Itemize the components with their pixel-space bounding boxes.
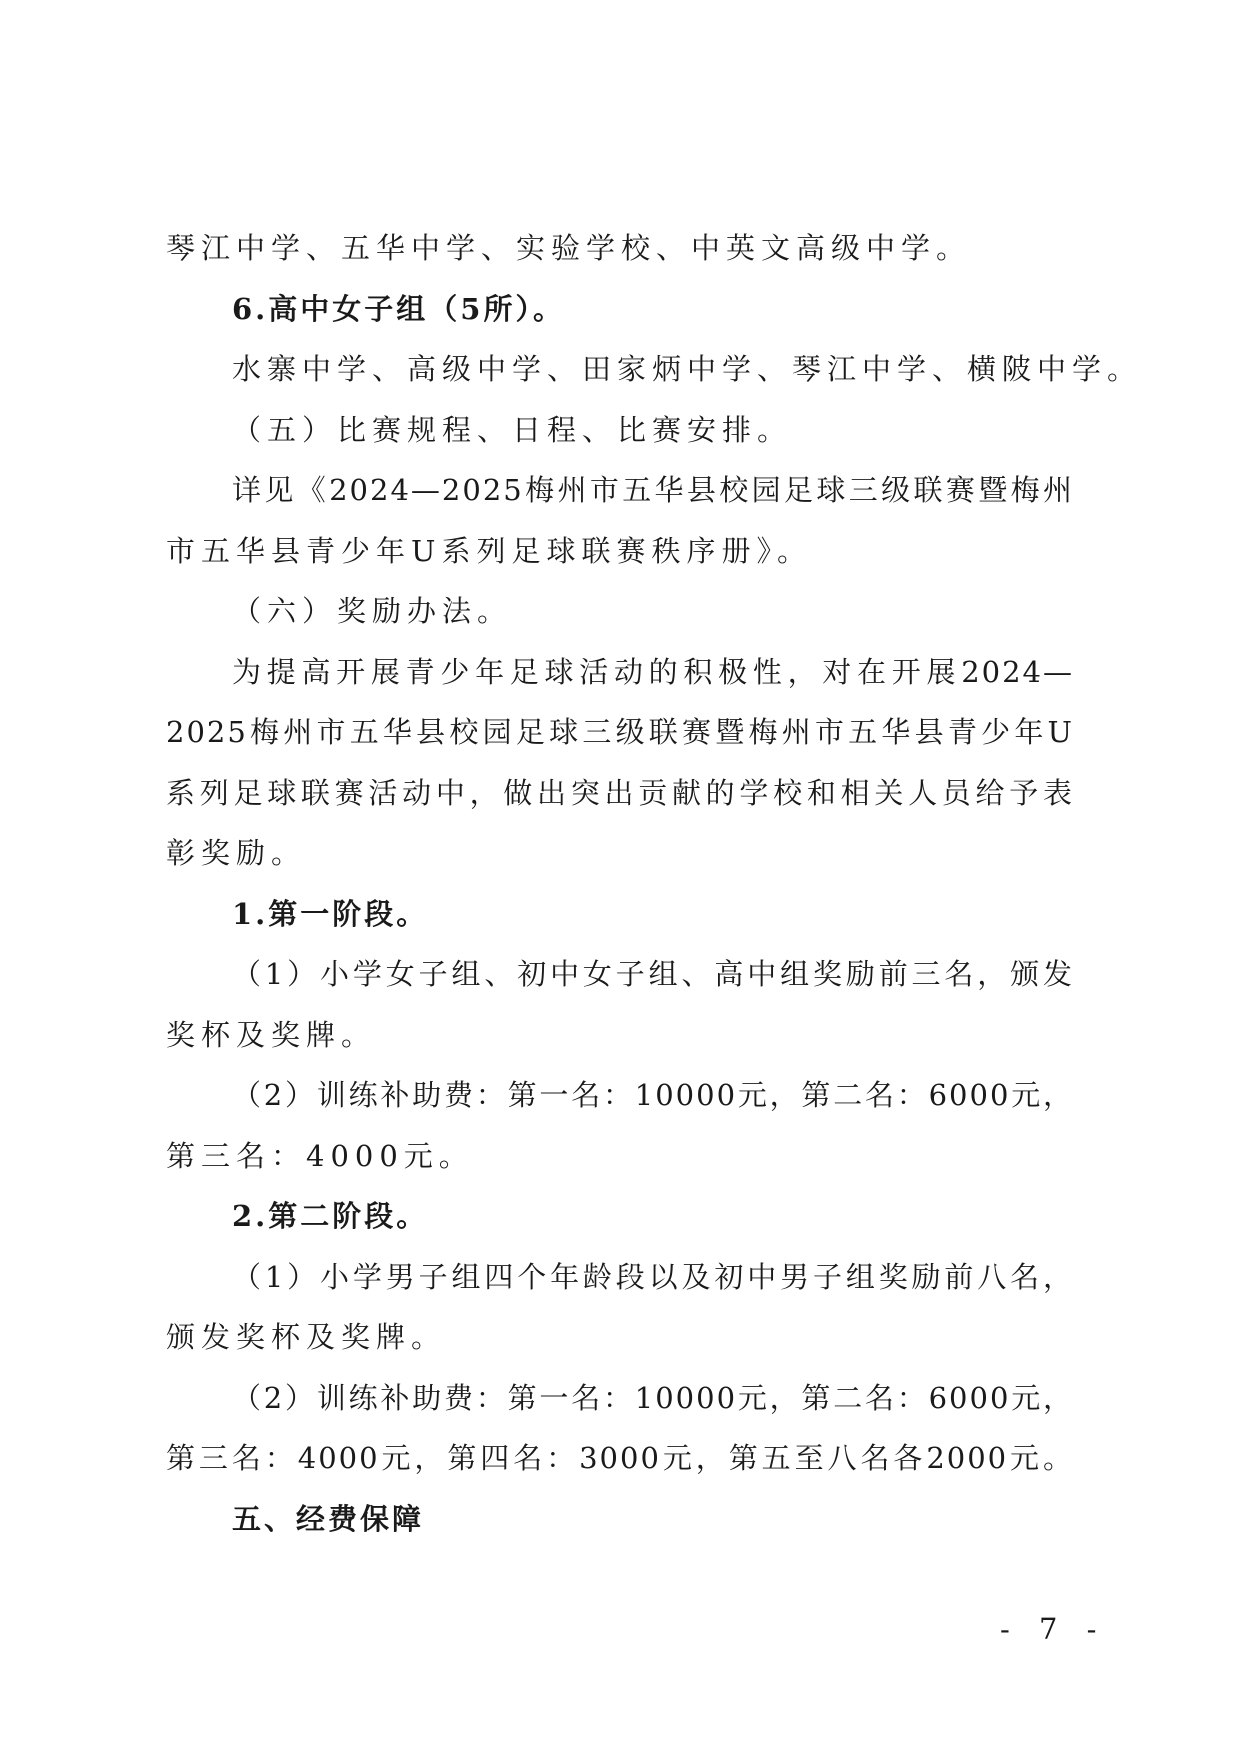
section-heading: 6.高中女子组（5所）。 — [232, 291, 565, 326]
paragraph-line: 系列足球联赛活动中，做出突出贡献的学校和相关人员给予表 — [166, 775, 1074, 810]
page-number: - 7 - — [1000, 1612, 1107, 1646]
paragraph-line: 颁发奖杯及奖牌。 — [166, 1320, 447, 1354]
paragraph-line: （1）小学女子组、初中女子组、高中组奖励前三名，颁发 — [232, 957, 1074, 991]
paragraph-line: 为提高开展青少年足球活动的积极性，对在开展2024— — [232, 654, 1074, 689]
paragraph-line: 奖杯及奖牌。 — [166, 1017, 377, 1052]
paragraph-line: 第三名：4000元。 — [166, 1138, 474, 1173]
chapter-heading: 五、经费保障 — [232, 1501, 425, 1536]
paragraph-line: （1）小学男子组四个年龄段以及初中男子组奖励前八名， — [232, 1259, 1074, 1294]
subsection-heading: （六）奖励办法。 — [232, 594, 513, 628]
section-heading: 1.第一阶段。 — [232, 896, 429, 931]
body-text — [166, 218, 1143, 1549]
paragraph-line: （2）训练补助费：第一名：10000元，第二名：6000元， — [232, 1078, 1074, 1112]
paragraph-line: 详见《2024—2025梅州市五华县校园足球三级联赛暨梅州 — [232, 473, 1074, 507]
paragraph-line: 水寨中学、高级中学、田家炳中学、琴江中学、横陂中学。 — [232, 352, 1143, 386]
section-heading: 2.第二阶段。 — [232, 1199, 429, 1233]
subsection-heading: （五）比赛规程、日程、比赛安排。 — [232, 412, 793, 447]
paragraph-line: 第三名：4000元，第四名：3000元，第五至八名各2000元。 — [166, 1441, 1074, 1475]
paragraph-line: 琴江中学、五华中学、实验学校、中英文高级中学。 — [166, 231, 972, 265]
paragraph-line: 2025梅州市五华县校园足球三级联赛暨梅州市五华县青少年U — [166, 715, 1074, 749]
paragraph-line: （2）训练补助费：第一名：10000元，第二名：6000元， — [232, 1380, 1074, 1415]
paragraph-line: 市五华县青少年U系列足球联赛秩序册》。 — [166, 533, 812, 568]
paragraph-line: 彰奖励。 — [166, 836, 307, 870]
